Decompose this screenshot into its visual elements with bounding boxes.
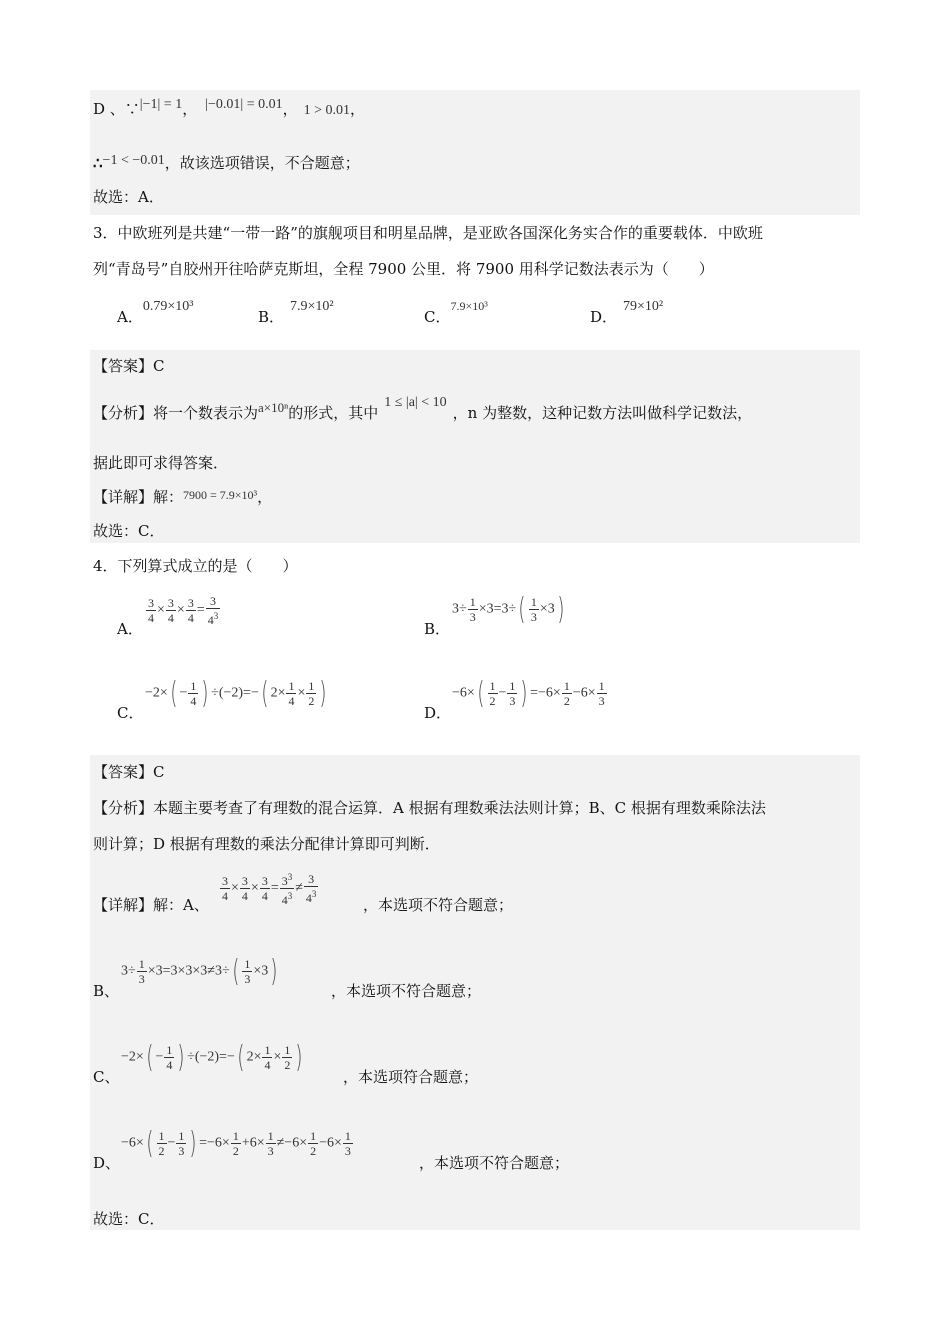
q3-solution-box xyxy=(90,350,860,543)
q4-detail-d: D、 −6×( $\frac{1}{2}$ − $\frac{1}{3}$ ) =−6× $\frac{1}{2}$ +6× $\frac{1}{3}$ ≠−6× $\frac{1}{2}$ −6× $\frac{1}{3}$ ，本选项不符合题意； xyxy=(93,1126,570,1172)
q3-option-b[interactable]: B．7.9×10² xyxy=(258,299,334,326)
q3-stem-line1: 3．中欧班列是共建“一带一路”的旗舰项目和明星品牌，是亚欧各国深化务实合作的重要载体．中欧班 xyxy=(93,224,763,242)
q4-option-d[interactable]: D． −6×( $\frac{1}{2}$ − $\frac{1}{3}$ ) =−6× $\frac{1}{2}$ −6× $\frac{1}{3}$ xyxy=(424,676,605,722)
prev-conclusion: ∴−1 < −0.01，故该选项错误，不合题意； xyxy=(93,153,360,172)
prev-choice: 故选：A． xyxy=(93,188,164,206)
q4-option-a[interactable]: A． $\frac{3}{4}$ × $\frac{3}{4}$ × $\frac{3}{4}$ = $\frac{3}{4^3}$ xyxy=(117,594,219,638)
q3-option-a[interactable]: A．0.79×10³ xyxy=(117,299,194,326)
q3-option-d[interactable]: D．79×10² xyxy=(590,299,664,326)
q4-analysis-line2: 则计算；D 根据有理数的乘法分配律计算即可判断． xyxy=(93,835,440,853)
prev-d-line: D 、∵|−1| = 1， |−0.01| = 0.01， 1 > 0.01， xyxy=(93,97,366,118)
q3-option-c[interactable]: C．7.9×10³ xyxy=(424,299,488,326)
q3-answer: 【答案】C xyxy=(93,357,165,375)
q4-choice: 故选：C． xyxy=(93,1210,165,1228)
q4-detail-b: B、 3÷ $\frac{1}{3}$ ×3=3×3×3≠3÷( $\frac{1}{3}$ ×3) ，本选项不符合题意； xyxy=(93,954,482,1000)
q4-analysis-line1: 【分析】本题主要考查了有理数的混合运算．A 根据有理数乘法法则计算；B、C 根据有理数乘除法法 xyxy=(93,799,766,817)
q4-detail-a: 【详解】解：A、 $\frac{3}{4}$ × $\frac{3}{4}$ × $\frac{3}{4}$ = $\frac{3^3}{4^3}$ ≠ $\frac{3}{4^3}$ ，本选项不符合题意； xyxy=(93,872,514,914)
q3-detail: 【详解】解：$^{7900 = 7.9\times 10^3}$， xyxy=(93,488,273,506)
q3-choice: 故选：C． xyxy=(93,522,165,540)
q4-stem: 4．下列算式成立的是（ ） xyxy=(93,557,298,575)
q3-analysis-line2: 据此即可求得答案． xyxy=(93,454,229,472)
q4-detail-c: C、 −2×( − $\frac{1}{4}$ ) ÷(−2)=−( 2× $\frac{1}{4}$ × $\frac{1}{2}$ ) ，本选项符合题意； xyxy=(93,1040,479,1086)
q4-option-c[interactable]: C． −2×( − $\frac{1}{4}$ ) ÷(−2)=−( 2× $\frac{1}{4}$ × $\frac{1}{2}$ ) xyxy=(117,676,327,722)
q3-analysis: 【分析】将一个数表示为a×10ⁿ的形式，其中1 ≤ |a| < 10，n 为整数，这种记数方法叫做科学记数法， xyxy=(93,395,753,422)
q4-answer: 【答案】C xyxy=(93,763,165,781)
q4-option-b[interactable]: B． 3÷ $\frac{1}{3}$ ×3=3÷( $\frac{1}{3}$ ×3) xyxy=(424,592,565,638)
q3-stem-line2: 列“青岛号”自胶州开往哈萨克斯坦，全程 7900 公里．将 7900 用科学记数法表示为（ ） xyxy=(93,260,714,278)
